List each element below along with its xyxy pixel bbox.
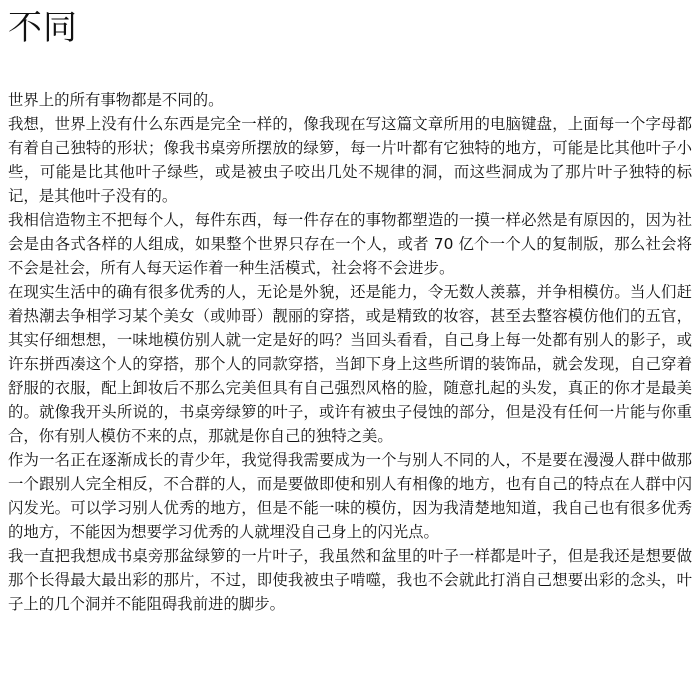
- paragraph-5: 作为一名正在逐渐成长的青少年，我觉得我需要成为一个与别人不同的人，不是要在漫漫人群中做那一个跟别人完全相反，不合群的人，而是要做即使和别人有相像的地方，也有自己的特点在人群中闪闪发光。可以学习别人优秀的地方，但是不能一味的模仿，因为我清楚地知道，我自己也有很多优秀的地方，不能因为想要学习优秀的人就埋没自己身上的闪光点。: [8, 451, 692, 541]
- paragraph-6: 我一直把我想成书桌旁那盆绿箩的一片叶子，我虽然和盆里的叶子一样都是叶子，但是我还是想要做那个长得最大最出彩的那片，不过，即使我被虫子啃噬，我也不会就此打消自己想要出彩的念头，叶子上的几个洞并不能阻碍我前进的脚步。: [8, 547, 692, 613]
- document-title: 不同: [8, 8, 78, 48]
- paragraph-1: 世界上的所有事物都是不同的。: [8, 91, 224, 109]
- document-body: [8, 88, 692, 616]
- paragraph-2: 我想，世界上没有什么东西是完全一样的，像我现在写这篇文章所用的电脑键盘，上面每一个字母都有着自己独特的形状；像我书桌旁所摆放的绿箩，每一片叶都有它独特的地方，可能是比其他叶子小些，可能是比其他叶子绿些，或是被虫子咬出几处不规律的洞，而这些洞成为了那片叶子独特的标记，是其他叶子没有的。: [8, 115, 692, 205]
- paragraph-3: 我相信造物主不把每个人，每件东西，每一件存在的事物都塑造的一摸一样必然是有原因的，因为社会是由各式各样的人组成，如果整个世界只存在一个人，或者 70 亿个一个人的复制版，那么社会将不会是社会，所有人每天运作着一种生活模式，社会将不会进步。: [8, 211, 692, 277]
- paragraph-4: 在现实生活中的确有很多优秀的人，无论是外貌，还是能力，令无数人羡慕，并争相模仿。当人们赶着热潮去争相学习某个美女（或帅哥）靓丽的穿搭，或是精致的妆容，甚至去整容模仿他们的五官，其实仔细想想，一味地模仿别人就一定是好的吗？当回头看看，自己身上每一处都有别人的影子，或许东拼西凑这个人的穿搭，那个人的同款穿搭，当卸下身上这些所谓的装饰品，就会发现，自己穿着舒服的衣服，配上卸妆后不那么完美但具有自己强烈风格的脸，随意扎起的头发，真正的你才是最美的。就像我开头所说的，书桌旁绿箩的叶子，或许有被虫子侵蚀的部分，但是没有任何一片能与你重合，你有别人模仿不来的点，那就是你自己的独特之美。: [8, 283, 692, 445]
